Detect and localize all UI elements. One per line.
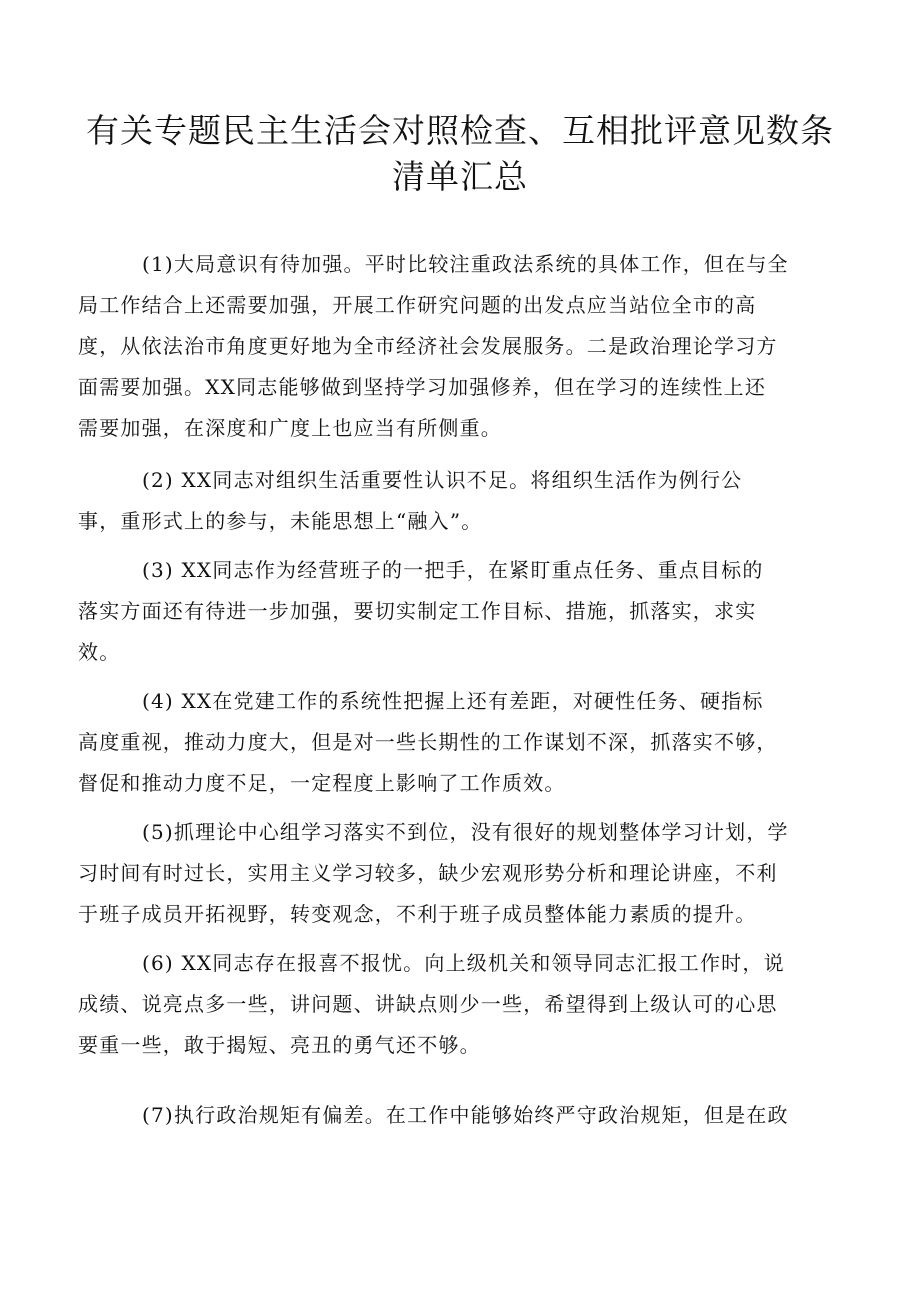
paragraph-5	[78, 812, 848, 935]
document-title	[70, 108, 850, 200]
paragraph-line: 要重一些，敢于揭短、亮丑的勇气还不够。	[78, 1033, 481, 1057]
paragraph-3	[78, 550, 848, 673]
title-line-1: 有关专题民主生活会对照检查、互相批评意见数条	[86, 111, 834, 150]
paragraph-7	[78, 1095, 848, 1136]
paragraph-line: (1)大局意识有待加强。平时比较注重政法系统的具体工作，但在与全	[142, 252, 789, 276]
paragraph-line: 落实方面还有待进一步加强，要切实制定工作目标、措施，抓落实，求实	[78, 599, 757, 623]
paragraph-line: 成绩、说亮点多一些，讲问题、讲缺点则少一些，希望得到上级认可的心思	[78, 992, 778, 1016]
paragraph-line: 事，重形式上的参与，未能思想上“融入”。	[78, 509, 483, 533]
paragraph-line: (5)抓理论中心组学习落实不到位，没有很好的规划整体学习计划，学	[142, 820, 789, 844]
paragraph-line: 高度重视，推动力度大，但是对一些长期性的工作谋划不深，抓落实不够，	[78, 730, 778, 754]
paragraph-line: 度，从依法治市角度更好地为全市经济社会发展服务。二是政治理论学习方	[78, 334, 778, 358]
paragraph-line: 于班子成员开拓视野，转变观念，不利于班子成员整体能力素质的提升。	[78, 902, 757, 926]
paragraph-2	[78, 460, 848, 542]
paragraph-line: 习时间有时过长，实用主义学习较多，缺少宏观形势分析和理论讲座，不利	[78, 861, 778, 885]
paragraph-line: 需要加强，在深度和广度上也应当有所侧重。	[78, 416, 502, 440]
paragraph-line: 局工作结合上还需要加强，开展工作研究问题的出发点应当站位全市的高	[78, 293, 757, 317]
paragraph-line: (7)执行政治规矩有偏差。在工作中能够始终严守政治规矩，但是在政	[142, 1103, 789, 1127]
paragraph-4	[78, 681, 848, 804]
paragraph-6	[78, 943, 848, 1066]
paragraph-line: (4) XX在党建工作的系统性把握上还有差距，对硬性任务、硬指标	[142, 689, 764, 713]
paragraph-line: (3) XX同志作为经营班子的一把手，在紧盯重点任务、重点目标的	[142, 558, 764, 582]
paragraph-line: 效。	[78, 640, 121, 664]
paragraph-line: (6) XX同志存在报喜不报忧。向上级机关和领导同志汇报工作时，说	[142, 951, 785, 975]
title-line-2: 清单汇总	[392, 157, 528, 196]
paragraph-line: 督促和推动力度不足，一定程度上影响了工作质效。	[78, 771, 566, 795]
paragraph-line: (2) XX同志对组织生活重要性认识不足。将组织生活作为例行公	[142, 468, 743, 492]
paragraph-line: 面需要加强。XX同志能够做到坚持学习加强修养，但在学习的连续性上还	[78, 375, 767, 399]
paragraph-1	[78, 244, 848, 449]
